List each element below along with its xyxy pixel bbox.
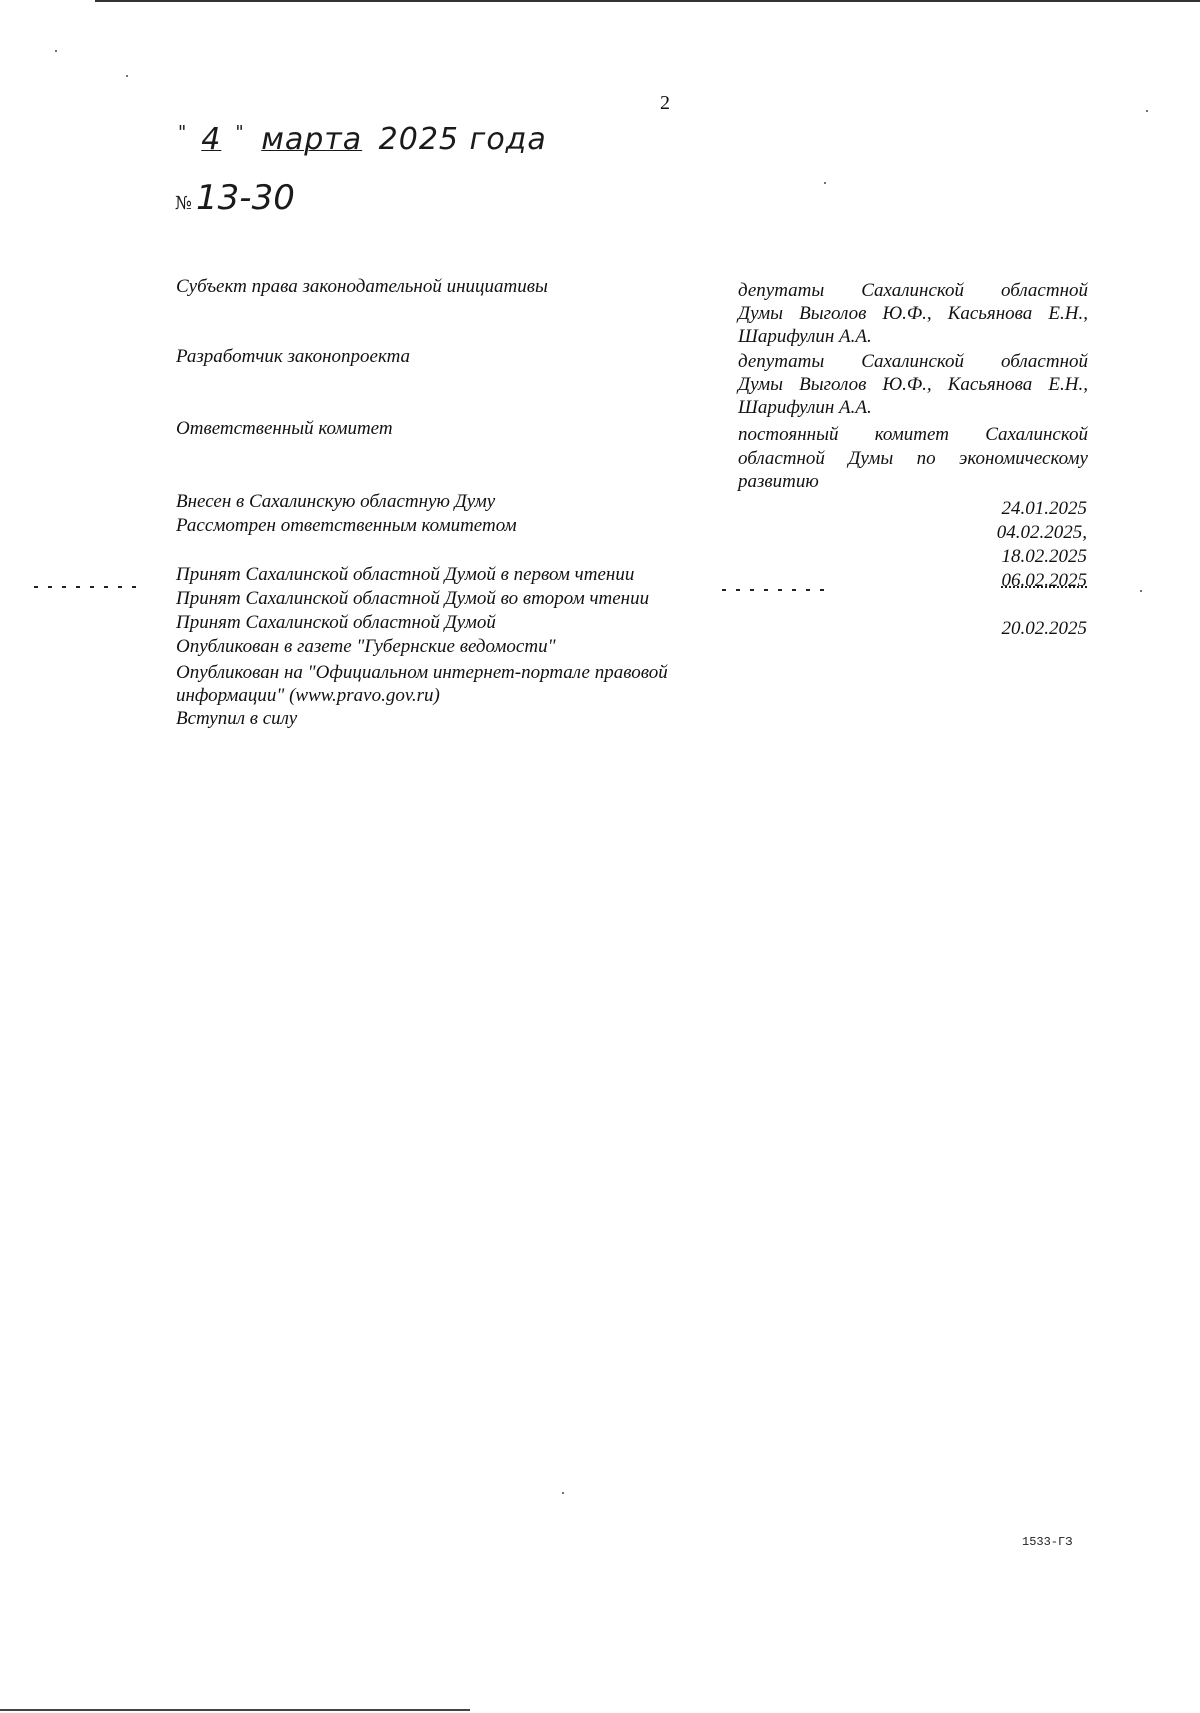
scan-speck [1146,110,1148,112]
scan-speck [55,50,57,52]
entered-force-label: Вступил в силу [176,708,298,729]
published-portal-label-line1: Опубликован на "Официальном интернет-портале правовой [176,662,668,683]
reviewed-label: Рассмотрен ответственным комитетом [176,515,517,536]
subject-value-line3: Шарифулин А.А. [738,326,872,347]
scan-speck [1140,590,1142,592]
committee-label: Ответственный комитет [176,418,393,439]
developer-label: Разработчик законопроекта [176,346,411,367]
handwritten-number [175,178,295,218]
reviewed-date-1: 04.02.2025, [996,522,1087,543]
committee-value-line2: областной Думы по экономическому [738,448,1088,469]
developer-value-line3: Шарифулин А.А. [738,397,872,418]
developer-value-line1: депутаты Сахалинской областной [738,351,1088,372]
reviewed-date-2: 18.02.2025 [1001,546,1087,567]
date-year: 2025 года [378,122,547,157]
committee-value-line3: развитию [738,471,819,492]
scan-speck [824,182,826,184]
first-reading-date: 06.02.2025 [1001,570,1087,591]
scan-edge-top [95,0,1200,2]
subject-value-line2: Думы Выголов Ю.Ф., Касьянова Е.Н., [738,303,1088,324]
scan-artifact-dashes-right [722,589,827,591]
date-open-quote: " [178,122,188,143]
published-newspaper-label: Опубликован в газете "Губернские ведомости" [176,636,556,657]
second-reading-label: Принят Сахалинской областной Думой во втором чтении [176,588,650,609]
scan-artifact-dashes-left [34,586,144,588]
date-day: 4 [201,122,222,157]
published-portal-label-line2: информации" (www.pravo.gov.ru) [176,685,440,706]
date-month: марта [261,122,363,157]
introduced-date: 24.01.2025 [1001,498,1087,519]
introduced-label: Внесен в Сахалинскую областную Думу [176,491,496,512]
scan-speck [126,75,128,77]
committee-value-line1: постоянный комитет Сахалинской [738,424,1088,445]
scan-speck [562,1492,564,1494]
document-code: 1533-ГЗ [1022,1535,1073,1549]
subject-value-line1: депутаты Сахалинской областной [738,280,1088,301]
handwritten-date [178,122,547,157]
first-reading-label: Принят Сахалинской областной Думой в первом чтении [176,564,635,585]
document-number: 13-30 [196,178,295,218]
date-close-quote: " [235,122,245,143]
adopted-label: Принят Сахалинской областной Думой [176,612,496,633]
adopted-date: 20.02.2025 [1001,618,1087,639]
developer-value-line2: Думы Выголов Ю.Ф., Касьянова Е.Н., [738,374,1088,395]
subject-label: Субъект права законодательной инициативы [176,276,548,297]
number-sign: № [175,193,193,214]
page-number: 2 [660,92,670,114]
scan-edge-bottom [0,1709,470,1711]
